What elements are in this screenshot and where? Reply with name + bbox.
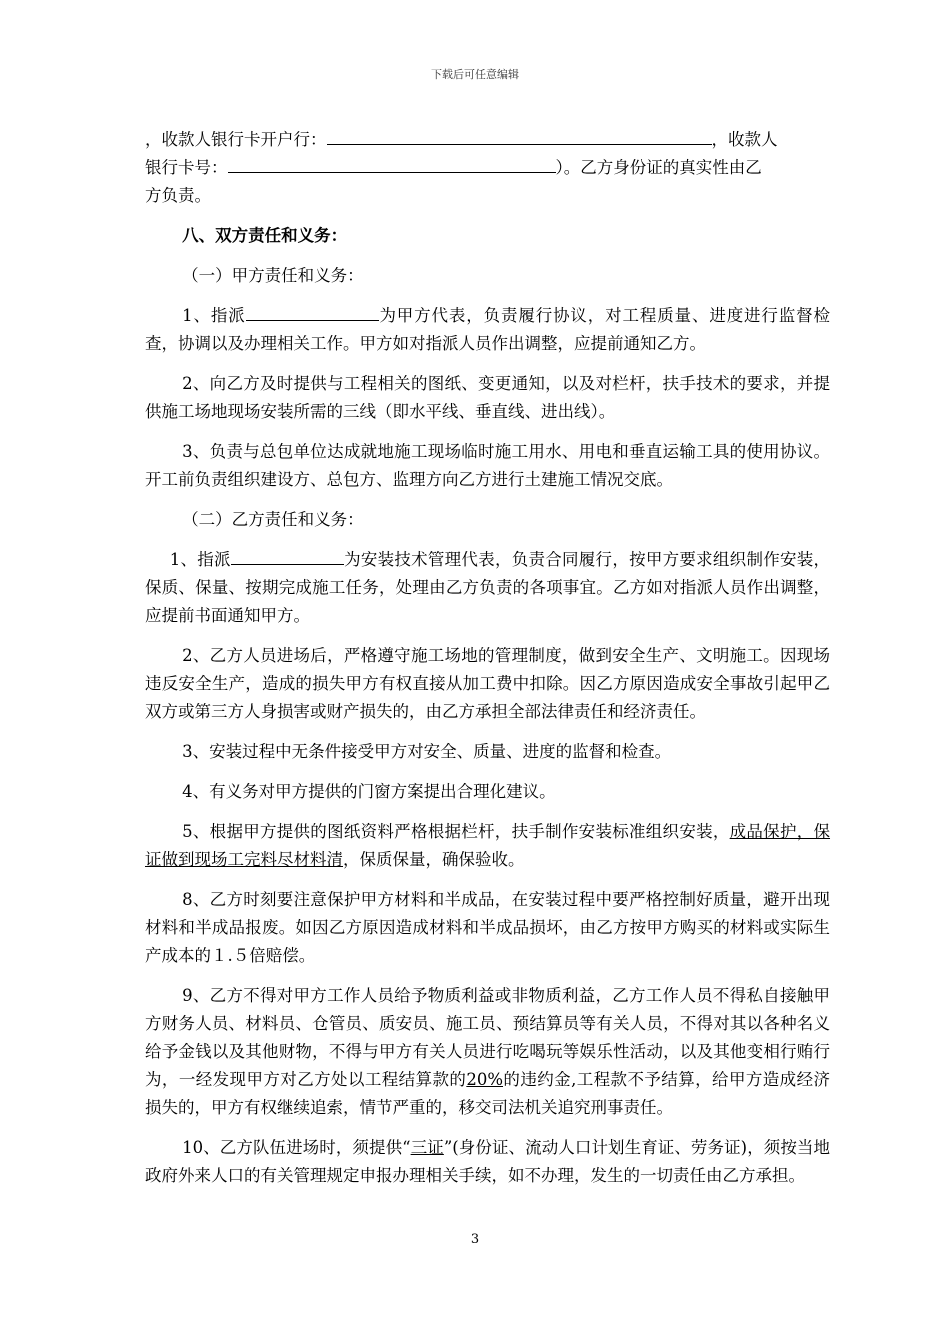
party-b-item-4: 4、有义务对甲方提供的门窗方案提出合理化建议。	[182, 782, 556, 801]
bank-name-blank	[327, 126, 712, 145]
underlined-text: 三证	[410, 1138, 444, 1157]
party-a-item-1	[145, 302, 830, 358]
page-number: 3	[470, 1232, 480, 1247]
card-number-blank	[228, 154, 556, 173]
subsection-heading-a: （一）甲方责任和义务：	[182, 266, 364, 285]
text: ）。乙方身份证的真实性由乙	[555, 158, 762, 177]
representative-blank	[246, 302, 379, 321]
party-b-item-2: 2、乙方人员进场后，严格遵守施工场地的管理制度，做到安全生产、文明施工。因现场违反安全生产，造成的损失甲方有权直接从加工费中扣除。因乙方原因造成安全事故引起甲乙双方或第三方人身损害或财产损失的，由乙方承担全部法律责任和经济责任。	[145, 646, 830, 721]
underlined-text: 20%	[466, 1070, 504, 1089]
text: 为甲方代表，负责履行协议，对工程质量、进度进行监督检查，协调以及办理相关工作。甲方如对指派人员作出调整，应提前通知乙方。	[145, 306, 831, 353]
text: ，收款人	[711, 130, 778, 149]
party-a-item-2: 2、向乙方及时提供与工程相关的图纸、变更通知，以及对栏杆，扶手技术的要求，并提供施工场地现场安装所需的三线（即水平线、垂直线、进出线）。	[145, 374, 830, 421]
header-note: 下载后可任意编辑	[431, 68, 519, 81]
party-b-item-1	[145, 546, 830, 630]
text: ，收款人银行卡开户行：	[145, 130, 327, 149]
text: ”(身份证、流动人口计划生育证、劳务证)，须按当地政府外来人口的有关管理规定申报办理相关手续，如不办理，发生的一切责任由乙方承担。	[145, 1138, 831, 1185]
text: 方负责。	[145, 186, 211, 205]
text: 1、指派	[169, 550, 231, 569]
party-a-item-3: 3、负责与总包单位达成就地施工现场临时施工用水、用电和垂直运输工具的使用协议。开工前负责组织建设方、总包方、监理方向乙方进行土建施工情况交底。	[145, 442, 830, 489]
text: 9、乙方不得对甲方工作人员给予物质利益或非物质利益，乙方工作人员不得私自接触甲方财务人员、材料员、仓管员、质安员、施工员、预结算员等有关人员，不得对其以各种名义给予金钱以及其他财物，不得与甲方有关人员进行吃喝玩等娱乐性活动，以及其他变相行贿行为，一经发现甲方对乙方处以工程结算款的	[145, 986, 830, 1089]
text: 1、指派	[182, 306, 246, 325]
text: 的违约金,工程款不予结算，给甲方造成经济损失的，甲方有权继续追索，情节严重的，移交司法机关追究刑事责任。	[145, 1070, 830, 1117]
section-heading-8: 八、双方责任和义务：	[182, 226, 348, 245]
text: 5、根据甲方提供的图纸资料严格根据栏杆，扶手制作安装标准组织安装，	[182, 822, 730, 841]
underlined-text: 成品保护，保证做到现场工完料尽材料清	[145, 822, 831, 869]
text: ，保质保量，确保验收。	[343, 850, 525, 869]
party-b-item-9	[145, 982, 830, 1122]
text: 银行卡号：	[145, 158, 228, 177]
text: 为安装技术管理代表，负责合同履行，按甲方要求组织制作安装，保质、保量、按期完成施工任务，处理由乙方负责的各项事宜。乙方如对指派人员作出调整，应提前书面通知甲方。	[145, 550, 831, 625]
party-b-item-8: 8、乙方时刻要注意保护甲方材料和半成品，在安装过程中要严格控制好质量，避开出现材料和半成品报废。如因乙方原因造成材料和半成品损坏，由乙方按甲方购买的材料或实际生产成本的１.５倍赔偿。	[145, 890, 830, 965]
text: 10、乙方队伍进场时，须提供“	[182, 1138, 411, 1157]
party-b-item-3: 3、安装过程中无条件接受甲方对安全、质量、进度的监督和检查。	[182, 742, 672, 761]
party-b-item-10	[145, 1134, 830, 1190]
party-b-item-5	[145, 818, 830, 874]
paragraph-bank-info	[145, 126, 830, 210]
technical-rep-blank	[231, 546, 344, 565]
document-body	[145, 126, 830, 1190]
subsection-heading-b: （二）乙方责任和义务：	[182, 510, 364, 529]
